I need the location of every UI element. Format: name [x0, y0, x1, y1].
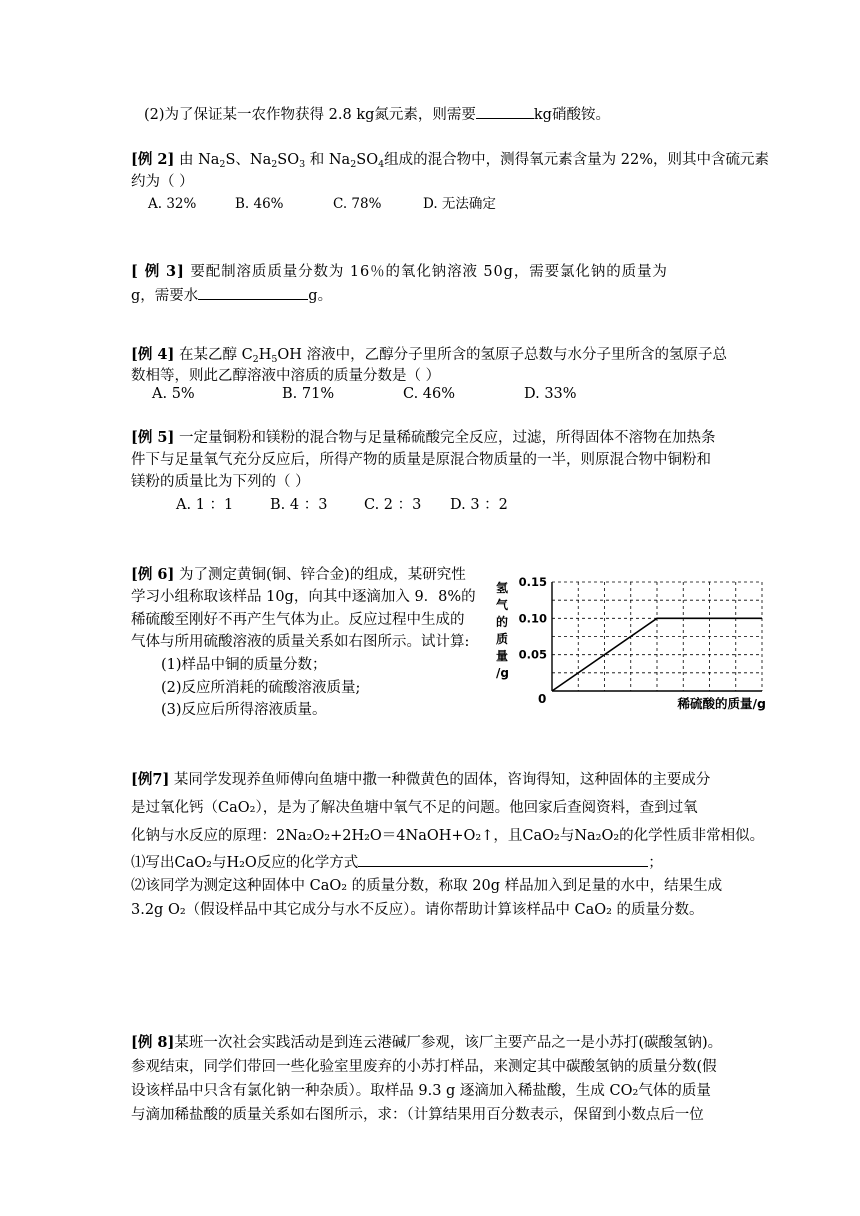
- ex7-line2: 是过氧化钙（CaO₂），是为了解决鱼塘中氧气不足的问题。他回家后查阅资料，查到过氧: [131, 800, 698, 816]
- option: D. 无法确定: [423, 196, 496, 212]
- option: A. 5%: [152, 386, 195, 402]
- option: B. 4 ：3: [270, 497, 328, 513]
- chart-grid: [552, 582, 762, 691]
- ex5-line1: [例 5] 一定量铜粉和镁粉的混合物与足量稀硫酸完全反应，过滤，所得固体不溶物在加热条: [131, 429, 716, 446]
- q1-part2-line: (2)为了保证某一农作物获得 2.8 kg氮元素，则需要 kg硝酸铵。: [144, 104, 610, 125]
- y-axis-label-char: 的: [496, 615, 509, 629]
- ex5-line2: 件下与足量氧气充分反应后，所得产物的质量是原混合物质量的一半，则原混合物中铜粉和: [131, 452, 711, 468]
- y-tick-label: 0.05: [518, 647, 547, 662]
- option: D. 33%: [524, 386, 577, 402]
- option: A. 32%: [148, 196, 197, 212]
- ex8-line3: 设该样品中只含有氯化钠一种杂质）。取样品 9.3 g 逐滴加入稀盐酸，生成 CO₂气体的质量: [131, 1083, 711, 1099]
- answer-blank: [198, 285, 308, 300]
- ex4-line1: [例 4] 在某乙醇 $C_2H_5OH$ 溶液中，乙醇分子里所含的氢原子总数与水分子里所含的氢原子总: [131, 346, 728, 365]
- ex3-line2: g，需要水 g。: [131, 285, 332, 306]
- y-axis-label-char: 质: [496, 632, 509, 646]
- option: B. 46%: [235, 196, 284, 212]
- y-axis-label-char: 气: [496, 598, 509, 612]
- ex5-label: [例 5]: [131, 429, 175, 446]
- option: C. 46%: [403, 386, 456, 402]
- option: A. 1 ：1: [176, 497, 234, 513]
- chart-y-ticks: [519, 576, 547, 662]
- ex8-line1: [例 8]某班一次社会实践活动是到连云港碱厂参观，该厂主要产品之一是小苏打(碳酸氢钠)。: [131, 1034, 723, 1051]
- ex8-line4: 与滴加稀盐酸的质量关系如右图所示，求：（计算结果用百分数表示，保留到小数点后一位: [131, 1107, 704, 1123]
- chart-x-axis-label: 稀硫酸的质量/g: [677, 696, 766, 711]
- ex8-line2: 参观结束，同学们带回一些化验室里废弃的小苏打样品，来测定其中碳酸氢钠的质量分数(假: [131, 1059, 717, 1075]
- ex5-line3: 镁粉的质量比为下列的（ ）: [131, 474, 310, 490]
- ex7-question-2-line2: 3.2g O₂（假设样品中其它成分与水不反应）。请你帮助计算该样品中 CaO₂ 的质量分数。: [131, 902, 704, 918]
- ex7-label: [例7]: [131, 771, 170, 788]
- option: D. 3 ：2: [450, 497, 508, 513]
- ex2-line2: 约为（ ）: [131, 174, 194, 190]
- option: C. 78%: [333, 196, 382, 212]
- chart-origin-label: 0: [538, 692, 547, 706]
- answer-blank: [476, 104, 534, 119]
- ex6-question-2: (2)反应所消耗的硫酸溶液质量;: [161, 680, 361, 696]
- y-axis-label-char: 氢: [496, 581, 509, 595]
- ex3-line1: [ 例 3] 要配制溶质质量分数为 16％的氧化钠溶液 50g，需要氯化钠的质量为: [131, 263, 668, 280]
- ex4-line2: 数相等，则此乙醇溶液中溶质的质量分数是（ ）: [131, 368, 441, 384]
- ex6-question-1: (1)样品中铜的质量分数；: [161, 657, 327, 673]
- ex2-label: [例 2]: [131, 151, 175, 168]
- hydrogen-mass-chart: [490, 576, 770, 716]
- ex4-options: [152, 384, 577, 404]
- y-axis-label-char: /g: [496, 666, 509, 680]
- ex7-line1: [例7] 某同学发现养鱼师傅向鱼塘中撒一种微黄色的固体，咨询得知，这种固体的主要成分: [131, 771, 711, 788]
- ex6-line3: 稀硫酸至刚好不再产生气体为止。反应过程中生成的: [131, 612, 465, 628]
- ex3-label: [ 例 3]: [131, 263, 185, 280]
- ex7-question-1: ⑴写出CaO₂与H₂O反应的化学方式 ；: [131, 852, 663, 873]
- y-tick-label: 0.15: [518, 576, 547, 589]
- ex4-label: [例 4]: [131, 346, 175, 363]
- ex5-options: [176, 495, 508, 515]
- ex6-line4: 气体与所用硫酸溶液的质量关系如右图所示。试计算:: [131, 634, 470, 650]
- ex6-question-3: (3)反应后所得溶液质量。: [161, 702, 327, 718]
- ex2-line1: [例 2] 由 $Na_2S$、$Na_2SO_3$ 和 $Na_2SO_4$组成的混合物中，测得氧元素含量为 22%，则其中含硫元素: [131, 151, 769, 170]
- y-tick-label: 0.10: [518, 611, 547, 626]
- answer-blank: [358, 852, 648, 867]
- ex6-line2: 学习小组称取该样品 10g，向其中逐滴加入 9．8%的: [131, 589, 476, 605]
- ex7-line3: 化钠与水反应的原理：2Na₂O₂+2H₂O＝4NaOH+O₂↑，且CaO₂与Na₂O₂的化学性质非常相似。: [131, 828, 765, 844]
- option: C. 2 ：3: [364, 497, 422, 513]
- ex6-label: [例 6]: [131, 566, 175, 583]
- ex7-question-2-line1: ⑵该同学为测定这种固体中 CaO₂ 的质量分数，称取 20g 样品加入到足量的水中，结果生成: [131, 878, 723, 894]
- ex6-line1: [例 6] 为了测定黄铜(铜、锌合金)的组成，某研究性: [131, 566, 466, 583]
- ex8-label: [例 8]: [131, 1034, 175, 1051]
- chart-y-axis-label: [496, 580, 509, 680]
- y-axis-label-char: 量: [496, 649, 509, 663]
- ex2-options: [148, 194, 496, 214]
- option: B. 71%: [282, 386, 335, 402]
